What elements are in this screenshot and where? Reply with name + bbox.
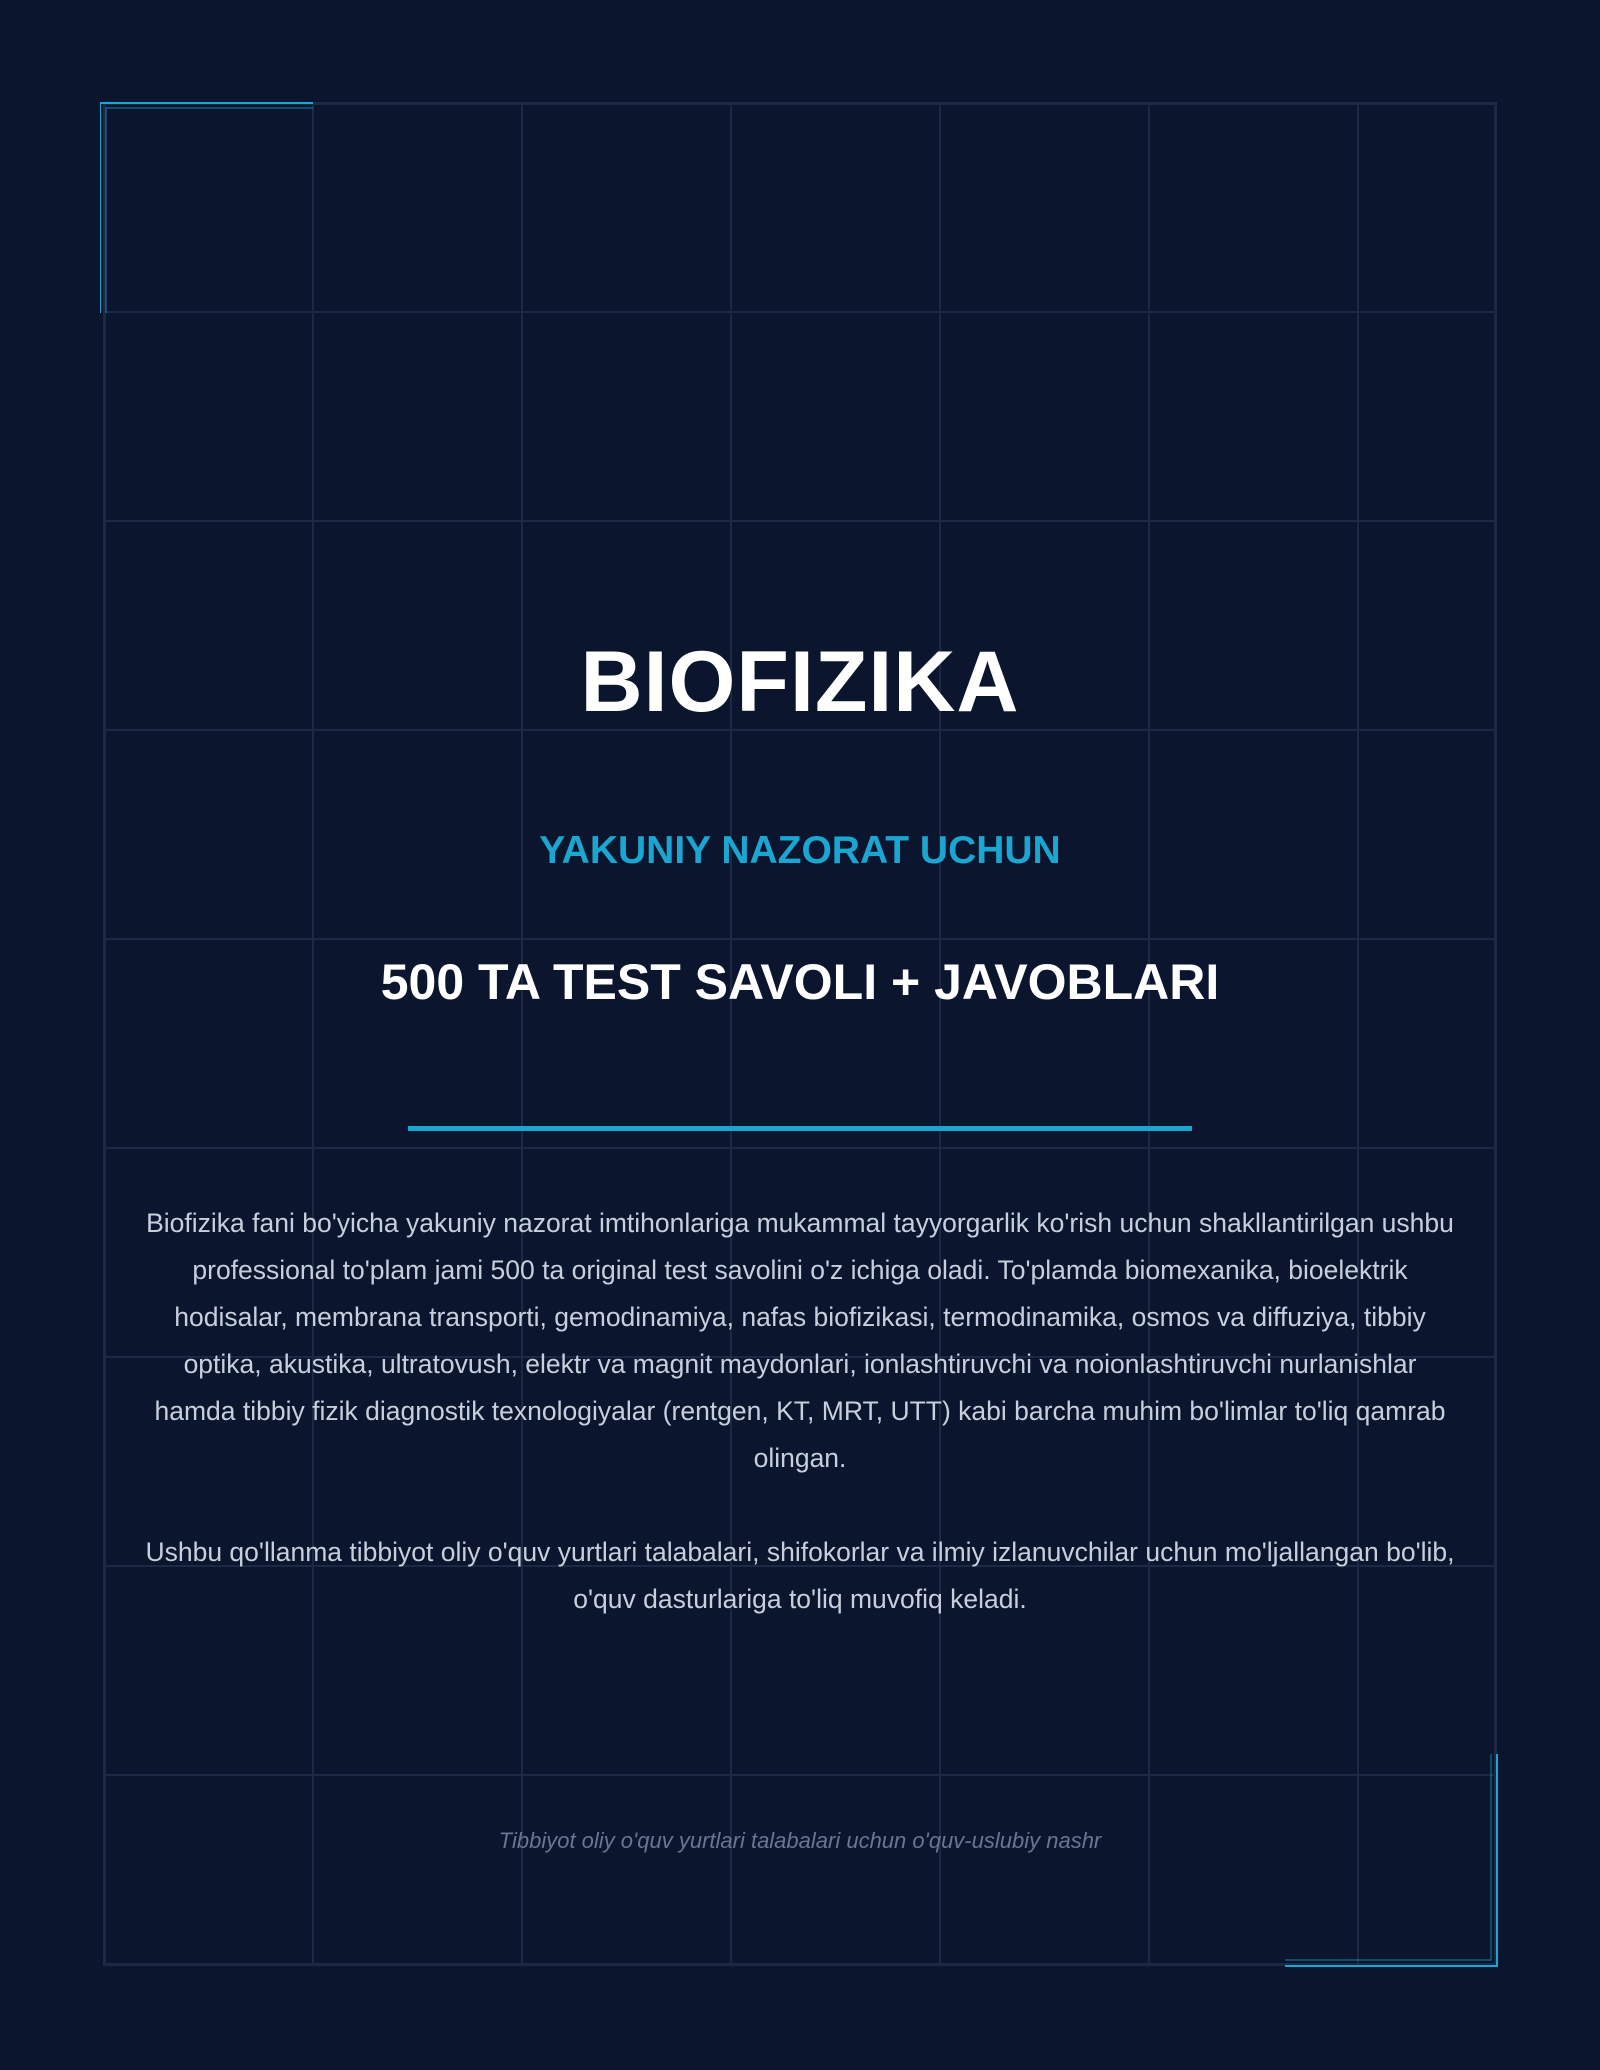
description-paragraph-1: Biofizika fani bo'yicha yakuniy nazorat imtihonlariga mukammal tayyorgarlik ko'rish uchun shakllantirilgan ushbu professional to'plam jami 500 ta original test savolini o'z ichiga oladi. To'plamda biomexanika, bioelektrik hodisalar, membrana transporti, gemodinamiya, nafas biofizikasi, termodinamika, osmos va diffuziya, tibbiy optika, akustika, ultratovush, elektr va magnit maydonlari, ionlashtiruvchi va noionlashtiruvchi nurlanishlar hamda tibbiy fizik diagnostik texnologiyalar (rentgen, KT, MRT, UTT) kabi barcha muhim bo'limlar to'liq qamrab olingan. (146, 1208, 1454, 1473)
accent-divider (408, 1126, 1192, 1131)
description-paragraph-2: Ushbu qo'llanma tibbiyot oliy o'quv yurtlari talabalari, shifokorlar va ilmiy izlanuvchilar uchun mo'ljallangan bo'lib, o'quv dasturlariga to'liq muvofiq keladi. (145, 1537, 1455, 1614)
publication-note: Tibbiyot oliy o'quv yurtlari talabalari uchun o'quv-uslubiy nashr (498, 1828, 1102, 1853)
cover-subtitle: YAKUNIY NAZORAT UCHUN (539, 829, 1061, 872)
cover-content (103, 102, 1497, 1966)
cover-heading: 500 TA TEST SAVOLI + JAVOBLARI (380, 954, 1220, 1010)
cover-title: BIOFIZIKA (580, 634, 1020, 730)
